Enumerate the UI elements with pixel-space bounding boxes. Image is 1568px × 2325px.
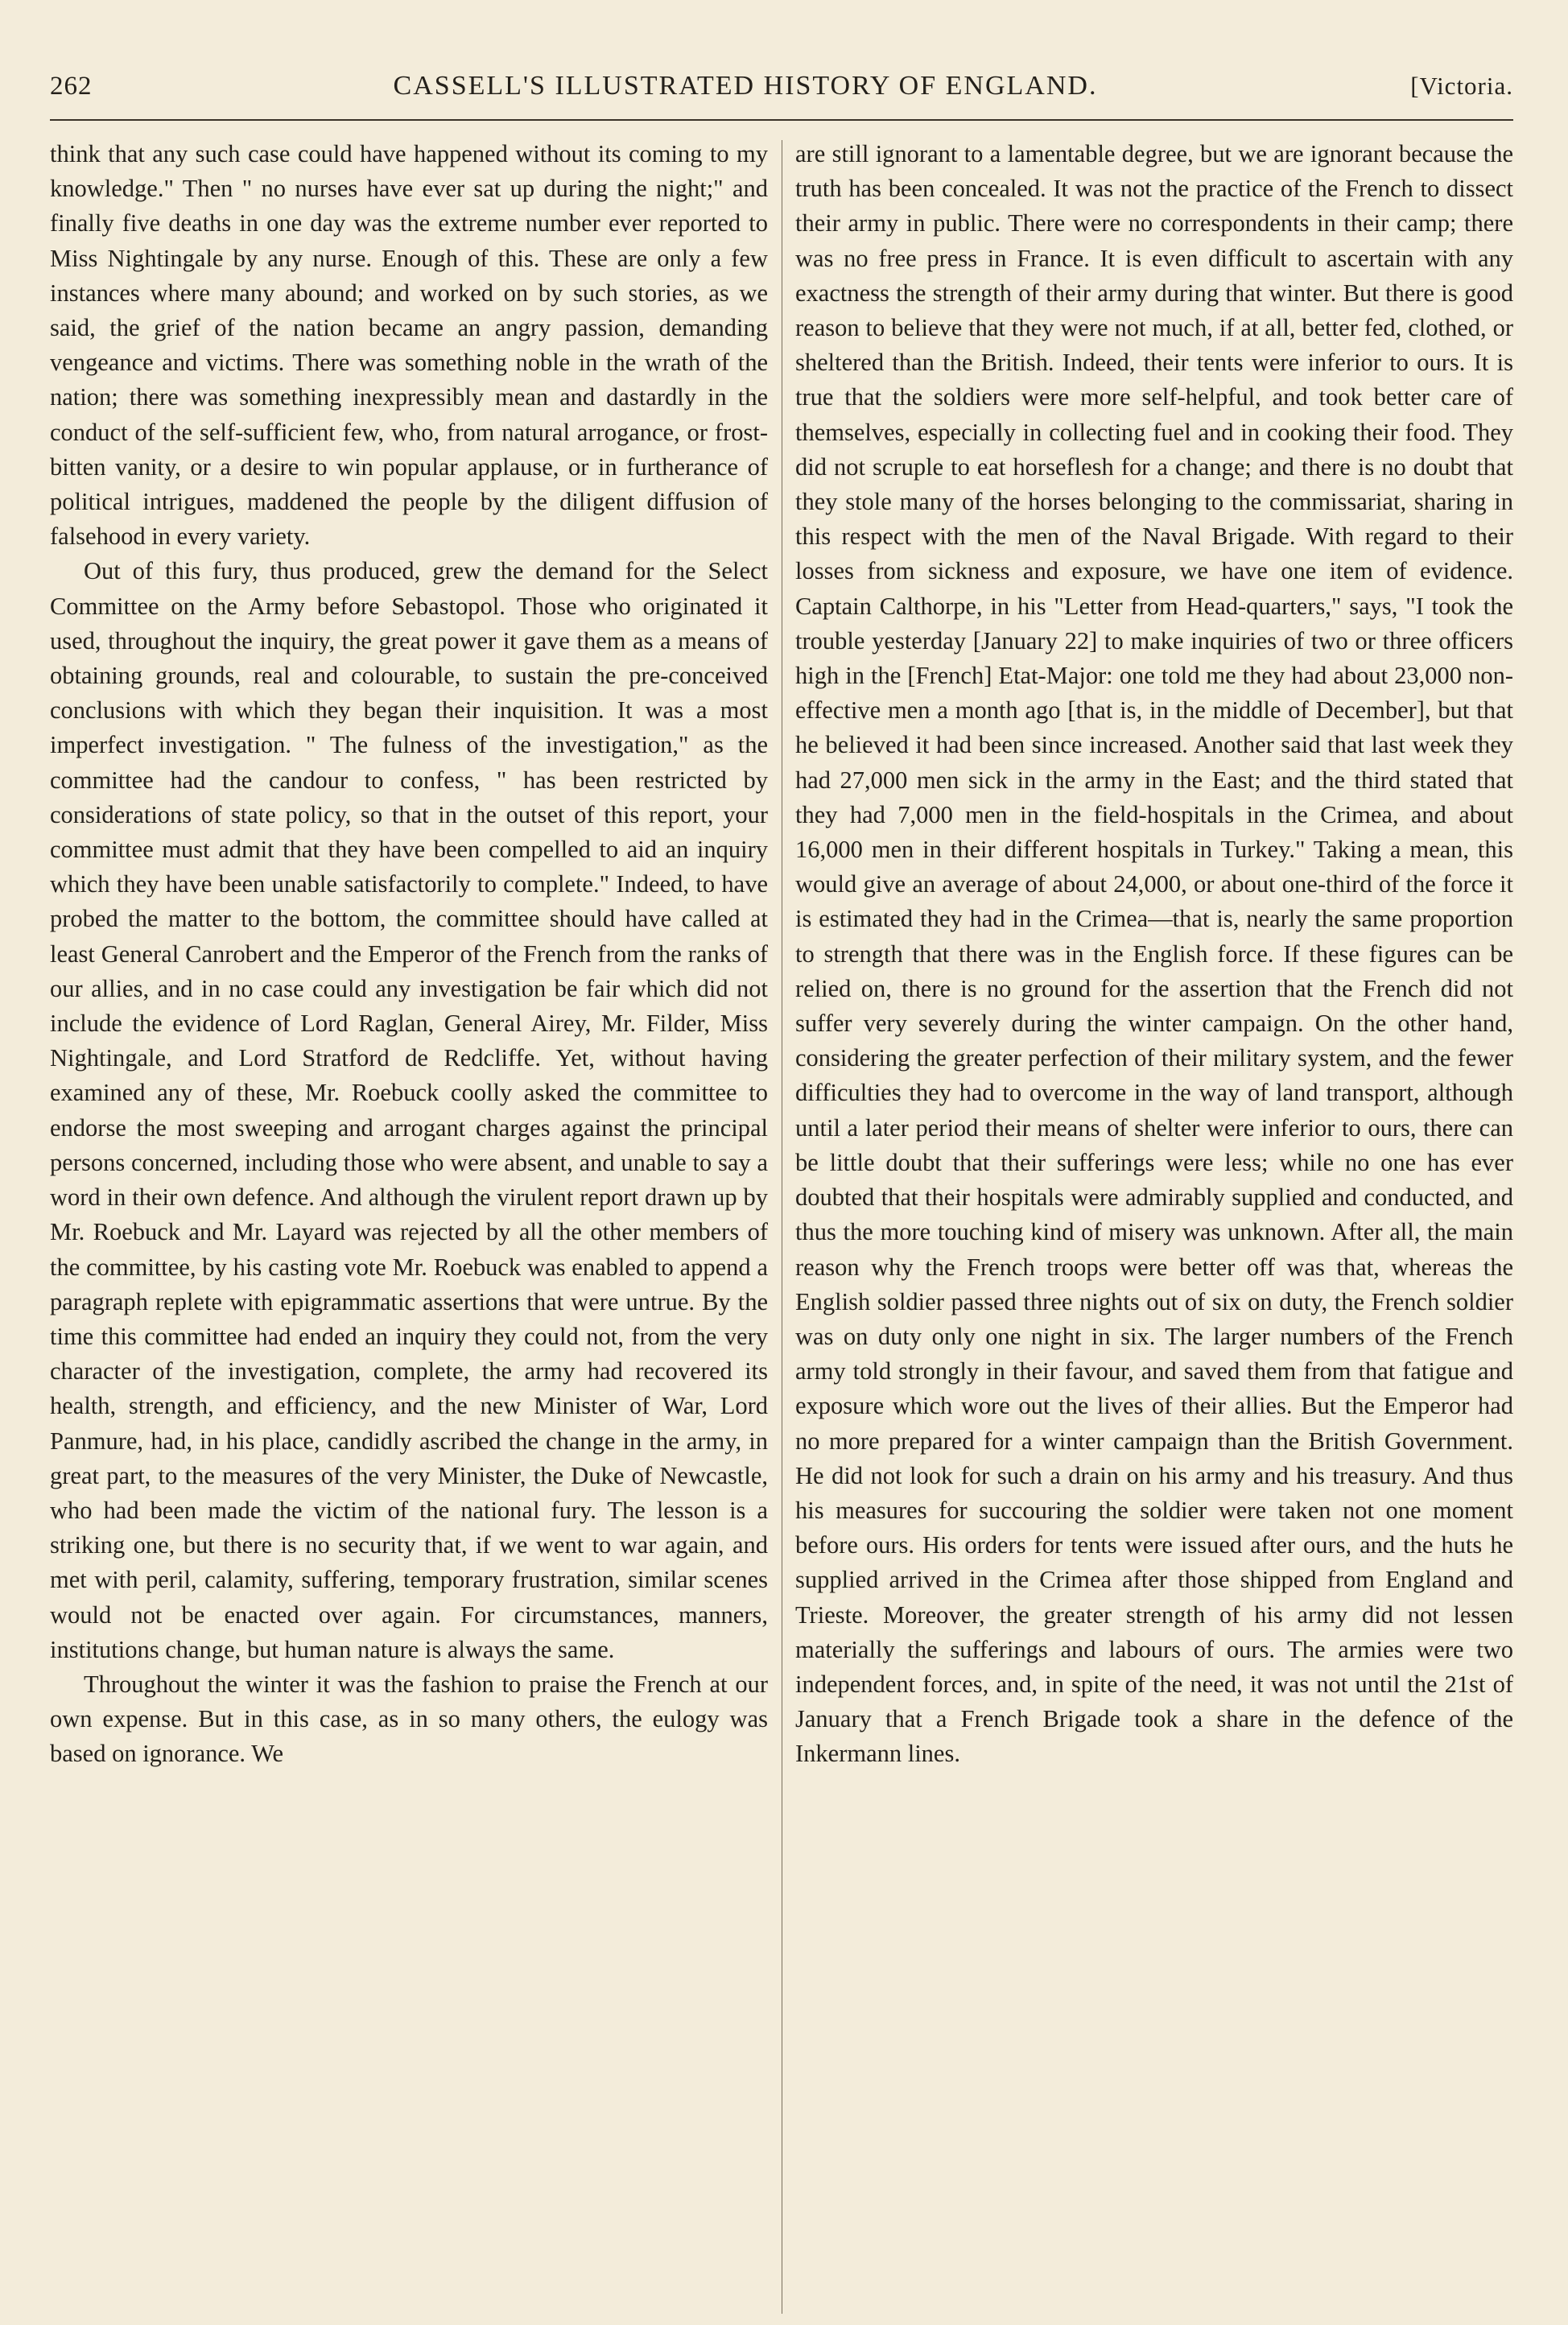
paragraph: think that any such case could have happened without its coming to my knowledge." Then " no nurses have ever sat up during the night;" and finally five deaths in one day was the extreme number ever reported to Miss Nightingale by any nurse. Enough of this. These are only a few instances where many abound; and worked on by such stories, as we said, the grief of the nation became an angry passion, demanding vengeance and victims. There was something noble in the wrath of the nation; there was something inexpressibly mean and dastardly in the conduct of the self-sufficient few, who, from natural arrogance, or frost-bitten vanity, or a desire to win popular applause, or in furtherance of political intrigues, maddened the people by the diligent diffusion of falsehood in every variety.: [50, 140, 768, 551]
paragraph: Throughout the winter it was the fashion to praise the French at our own expense. But in this case, as in so many others, the eulogy was based on ignorance. We: [50, 1670, 768, 1768]
running-header: [50, 71, 1513, 119]
text-columns: [50, 137, 1513, 2293]
page-number: 262: [50, 72, 93, 101]
book-page: [50, 71, 1513, 2293]
left-column: [50, 137, 768, 2293]
running-title: CASSELL'S ILLUSTRATED HISTORY OF ENGLAND.: [393, 71, 1098, 101]
right-column: [795, 137, 1513, 2293]
header-rule: [50, 119, 1513, 121]
section-label: [Victoria.: [1410, 72, 1513, 100]
paragraph: are still ignorant to a lamentable degree, but we are ignorant because the truth has been concealed. It was not the practice of the French to dissect their army in public. There were no correspondents in their camp; there was no free press in France. It is even difficult to ascertain with any exactness the strength of their army during that winter. But there is good reason to believe that they were not much, if at all, better fed, clothed, or sheltered than the British. Indeed, their tents were inferior to ours. It is true that the soldiers were more self-helpful, and took better care of themselves, especially in collecting fuel and in cooking their food. They did not scruple to eat horseflesh for a change; and there is no doubt that they stole many of the horses belonging to the commissariat, sharing in this respect with the men of the Naval Brigade. With regard to their losses from sickness and exposure, we have one item of evidence. Captain Calthorpe, in his "Letter from Head-quarters," says, "I took the trouble yesterday [January 22] to make inquiries of two or three officers high in the [French] Etat-Major: one told me they had about 23,000 non-effective men a month ago [that is, in the middle of December], but that he believed it had been since increased. Another said that last week they had 27,000 men sick in the army in the East; and the third stated that they had 7,000 men in the field-hospitals in the Crimea, and about 16,000 men in their different hospitals in Turkey." Taking a mean, this would give an average of about 24,000, or about one-third of the force it is estimated they had in the Crimea—that is, nearly the same proportion to strength that there was in the English force. If these figures can be relied on, there is no ground for the assertion that the French did not suffer very severely during the winter campaign. On the other hand, considering the greater perfection of their military system, and the fewer difficulties they had to overcome in the way of land transport, although until a later period their means of shelter were inferior to ours, there can be little doubt that their sufferings were less; while no one has ever doubted that their hospitals were admirably supplied and conducted, and thus the more touching kind of misery was unknown. After all, the main reason why the French troops were better off was that, whereas the English soldier passed three nights out of six on duty, the French soldier was on duty only one night in six. The larger numbers of the French army told strongly in their favour, and saved them from that fatigue and exposure which wore out the lives of their allies. But the Emperor had no more prepared for a winter campaign than the British Government. He did not look for such a drain on his army and his treasury. And thus his measures for succouring the soldier were taken not one moment before ours. His orders for tents were issued after ours, and the huts he supplied arrived in the Crimea after those shipped from England and Trieste. Moreover, the greater strength of his army did not lessen materially the sufferings and labours of ours. The armies were two independent forces, and, in spite of the need, it was not until the 21st of January that a French Brigade took a share in the defence of the Inkermann lines.: [795, 140, 1513, 1768]
paragraph: Out of this fury, thus produced, grew the demand for the Select Committee on the Army before Sebastopol. Those who originated it used, throughout the inquiry, the great power it gave them as a means of obtaining grounds, real and colourable, to sustain the pre-conceived conclusions with which they began their inquisition. It was a most imperfect investigation. " The fulness of the investigation," as the committee had the candour to confess, " has been restricted by considerations of state policy, so that in the outset of this report, your committee must admit that they have been compelled to aid an inquiry which they have been unable satisfactorily to complete." Indeed, to have probed the matter to the bottom, the committee should have called at least General Canrobert and the Emperor of the French from the ranks of our allies, and in no case could any investigation be fair which did not include the evidence of Lord Raglan, General Airey, Mr. Filder, Miss Nightingale, and Lord Stratford de Redcliffe. Yet, without having examined any of these, Mr. Roebuck coolly asked the committee to endorse the most sweeping and arrogant charges against the principal persons concerned, including those who were absent, and unable to say a word in their own defence. And although the virulent report drawn up by Mr. Roebuck and Mr. Layard was rejected by all the other members of the committee, by his casting vote Mr. Roebuck was enabled to append a paragraph replete with epigrammatic assertions that were untrue. By the time this committee had ended an inquiry they could not, from the very character of the investigation, complete, the army had recovered its health, strength, and efficiency, and the new Minister of War, Lord Panmure, had, in his place, candidly ascribed the change in the army, in great part, to the measures of the very Minister, the Duke of Newcastle, who had been made the victim of the national fury. The lesson is a striking one, but there is no security that, if we went to war again, and met with peril, calamity, suffering, temporary frustration, similar scenes would not be enacted over again. For circumstances, manners, institutions change, but human nature is always the same.: [50, 557, 768, 1663]
